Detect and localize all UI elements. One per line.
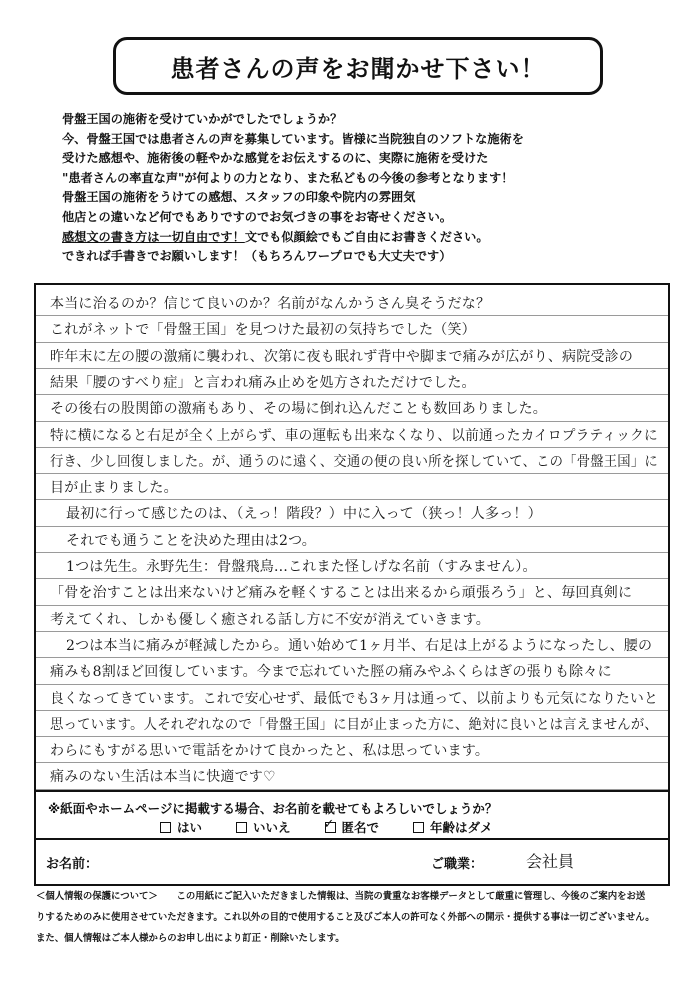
handwritten-line: 本当に治るのか？信じて良いのか？名前がなんかうさん臭そうだな？: [50, 296, 491, 312]
option-no[interactable]: [236, 818, 291, 836]
intro-line: 骨盤王国の施術を受けていかがでしたでしょうか？: [62, 112, 343, 126]
occupation-value: 会社員: [526, 852, 575, 871]
intro-line-free-style: [62, 228, 672, 248]
option-label: はい: [177, 820, 203, 835]
option-label: 年齢はダメ: [430, 820, 493, 835]
checkbox[interactable]: [413, 822, 424, 833]
ruled-line: [36, 473, 668, 474]
ruled-line: [36, 578, 668, 579]
ruled-line: [36, 736, 668, 737]
ruled-line: [36, 657, 668, 658]
ruled-line: [36, 631, 668, 632]
ruled-line: [36, 421, 668, 422]
privacy-line: りするためのみに使用させていただきます。これ以外の目的で使用すること及びご本人の許可なく外部への開示・提供する事は一切ございません。: [36, 912, 655, 923]
handwritten-line: 特に横になると右足が全く上がらず、車の運転も出来なくなり、以前通ったカイロプラティックに: [50, 427, 658, 444]
option-no-age[interactable]: [413, 818, 493, 836]
ruled-line: [36, 447, 668, 448]
intro-line: 今、骨盤王国では患者さんの声を募集しています。皆様に当院独自のソフトな施術を: [62, 131, 524, 146]
section-divider: [36, 790, 668, 792]
checkbox[interactable]: [236, 822, 247, 833]
option-yes[interactable]: [160, 818, 202, 836]
ruled-line: [36, 499, 668, 500]
handwritten-line: 結果「腰のすべり症」と言われ痛み止めを処方されただけでした。: [50, 374, 476, 391]
ruled-line: [36, 368, 668, 369]
intro-line: "患者さんの率直な声"が何よりの力となり、また私どもの今後の参考となります！: [62, 170, 514, 185]
handwritten-line: それでも通うことを決めた理由は2つ。: [66, 532, 316, 549]
intro-line: 受けた感想や、施術後の軽やかな感覚をお伝えするのに、実際に施術を受けた: [62, 151, 489, 166]
handwritten-line: 痛みも8割ほど回復しています。今まで忘れていた脛の痛みやふくらはぎの張りも除々に: [50, 664, 612, 681]
intro-text: [62, 110, 672, 267]
handwritten-line: その後右の股関節の激痛もあり、その場に倒れ込んだことも数回ありました。: [50, 401, 547, 418]
handwritten-line: 昨年末に左の腰の激痛に襲われ、次第に夜も眠れず背中や脚まで痛みが広がり、病院受診の: [50, 348, 634, 365]
handwritten-line: 「骨を治すことは出来ないけど痛みを軽くすることは出来るから頑張ろう」と、毎回真剣に: [50, 585, 633, 602]
page-title: 患者さんの声をお聞かせ下さい！: [170, 54, 546, 83]
handwritten-line: 最初に行って感じたのは、（えっ！階段？）中に入って（狭っ！人多っ！）: [66, 506, 542, 523]
free-style-emphasis: 感想文の書き方は一切自由です！: [62, 229, 245, 244]
handwritten-line: 目が止まりました。: [50, 480, 178, 497]
free-style-rest: 文でも似顔絵でもご自由にお書きください。: [244, 229, 489, 244]
check-mark-icon: ✓: [323, 816, 335, 832]
privacy-notice: [36, 886, 676, 949]
consent-question: ※紙面やホームページに掲載する場合、お名前を載せてもよろしいでしょうか？: [48, 801, 498, 816]
handwritten-line: 痛みのない生活は本当に快適です♡: [50, 769, 276, 786]
ruled-line: [36, 394, 668, 395]
handwritten-line: 思っています。人それぞれなので「骨盤王国」に目が止まった方に、絶対に良いとは言えませんが、: [50, 716, 658, 733]
handwritten-line: 考えてくれ、しかも優しく癒される話し方に不安が消えていきます。: [50, 611, 490, 628]
section-divider: [36, 838, 668, 840]
handwritten-line: これがネットで「骨盤王国」を見つけた最初の気持ちでした（笑）: [50, 322, 476, 339]
occupation-label: ご職業：: [431, 857, 484, 872]
ruled-line: [36, 526, 668, 527]
privacy-line: ＜個人情報の保護について＞ この用紙にご記入いただきました情報は、当院の貴重なお客様データとして厳重に管理し、今後のご案内をお送: [36, 891, 646, 902]
checkbox[interactable]: [160, 822, 171, 833]
option-label: いいえ: [253, 820, 291, 835]
handwritten-line: 1つは先生。永野先生：骨盤飛鳥…これまた怪しげな名前（すみません）。: [66, 559, 537, 575]
handwritten-line: わらにもすがる思いで電話をかけて良かったと、私は思っています。: [50, 743, 490, 760]
checkbox-checked[interactable]: [323, 816, 336, 833]
intro-line: できれば手書きでお願いします！（もちろんワープロでも大丈夫です）: [62, 249, 452, 264]
intro-line: 他店との違いなど何でもありですのでお気づきの事をお寄せください。: [62, 209, 452, 224]
ruled-line: [36, 710, 668, 711]
ruled-line: [36, 762, 668, 763]
privacy-line: また、個人情報はご本人様からのお申し出により訂正・削除いたします。: [36, 933, 345, 944]
handwritten-line: 行き、少し回復しました。が、通うのに遠く、交通の便の良い所を探していて、この「骨盤王国」に: [50, 453, 658, 470]
ruled-line: [36, 342, 668, 343]
intro-line: 骨盤王国の施術をうけての感想、スタッフの印象や院内の雰囲気: [62, 190, 416, 205]
ruled-line: [36, 605, 668, 606]
title-box: [113, 37, 603, 95]
ruled-line: [36, 684, 668, 685]
ruled-line: [36, 552, 668, 553]
ruled-line: [36, 315, 668, 316]
handwritten-line: 2つは本当に痛みが軽減したから。通い始めて1ヶ月半、右足は上がるようになったし、腰の: [66, 637, 653, 654]
option-label: 匿名で: [341, 820, 380, 835]
name-label: お名前：: [46, 857, 99, 872]
option-anonymous[interactable]: [325, 818, 380, 836]
consent-options: [160, 818, 493, 836]
form-frame: [34, 283, 670, 886]
handwritten-line: 良くなってきています。これで安心せず、最低でも3ヶ月は通って、以前よりも元気になりたいと: [50, 690, 658, 707]
